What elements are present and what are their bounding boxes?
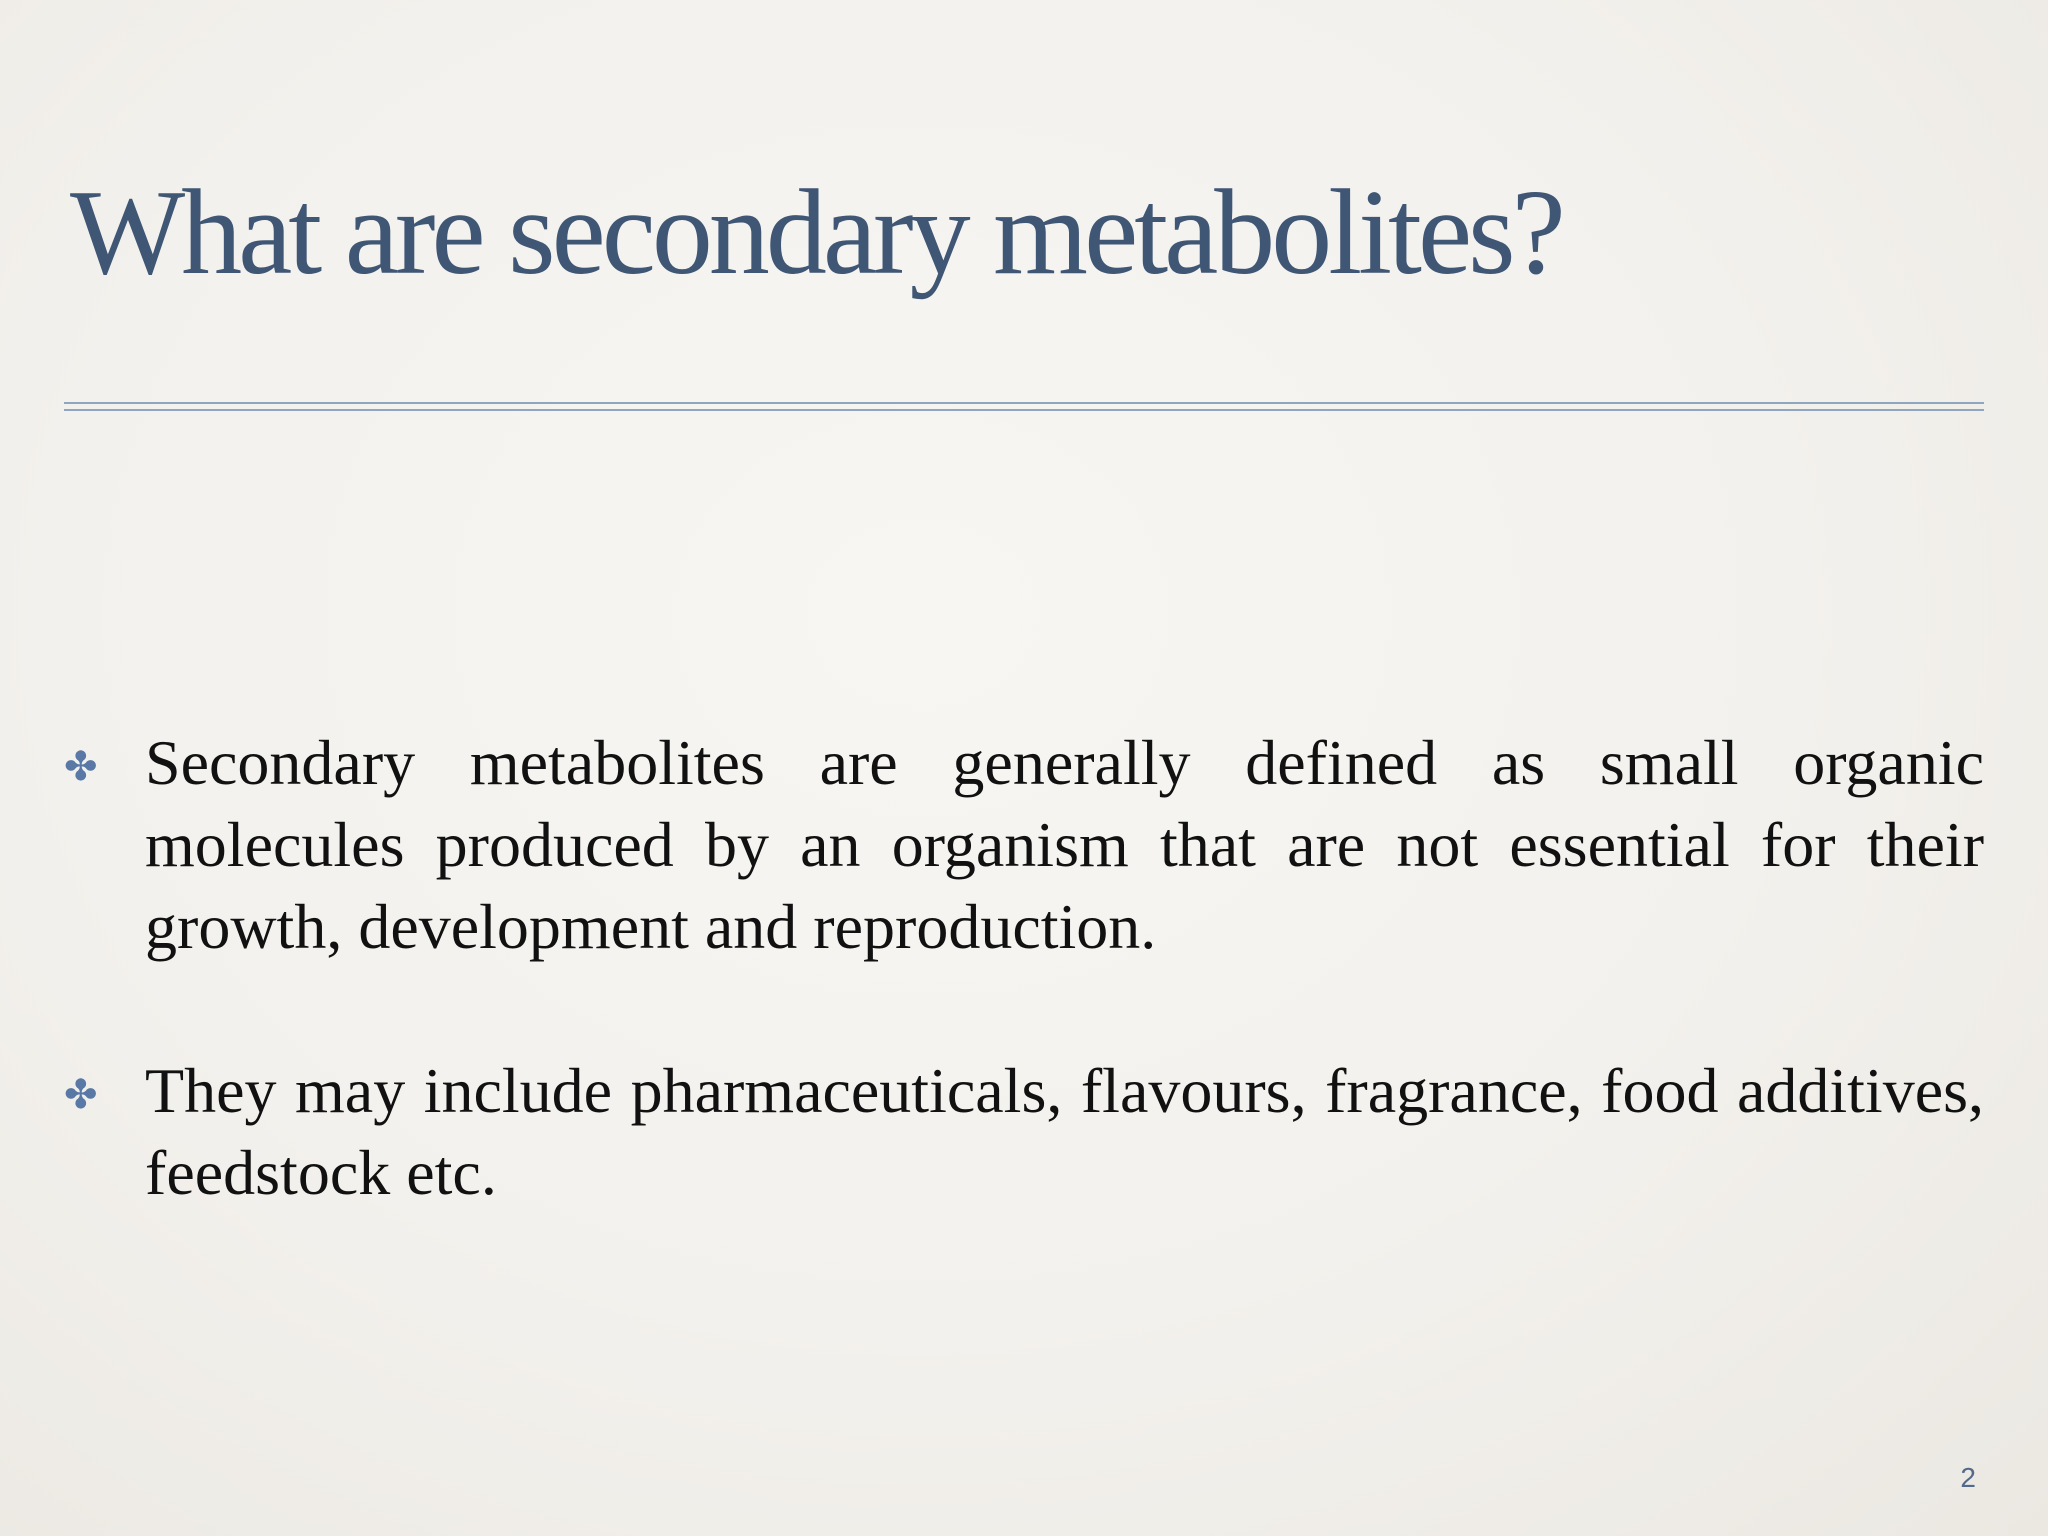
page-number: 2 xyxy=(1960,1462,1976,1493)
bullet-item xyxy=(64,722,1984,968)
bullet-text: Secondary metabolites are generally defined as small organic molecules produced by an organism that are not essential for their growth, development and reproduction. xyxy=(145,727,1984,962)
slide-title: What are secondary metabolites? xyxy=(70,165,1562,300)
title-divider-bottom xyxy=(64,409,1984,411)
bullet-item xyxy=(64,1050,1984,1214)
bullet-list xyxy=(64,722,1984,1214)
four-petal-flower-bullet-icon: ✤ xyxy=(64,744,98,790)
title-divider-top xyxy=(64,402,1984,404)
four-petal-flower-bullet-icon: ✤ xyxy=(64,1072,98,1118)
bullet-text: They may include pharmaceuticals, flavours, fragrance, food additives, feedstock etc. xyxy=(145,1055,1984,1208)
